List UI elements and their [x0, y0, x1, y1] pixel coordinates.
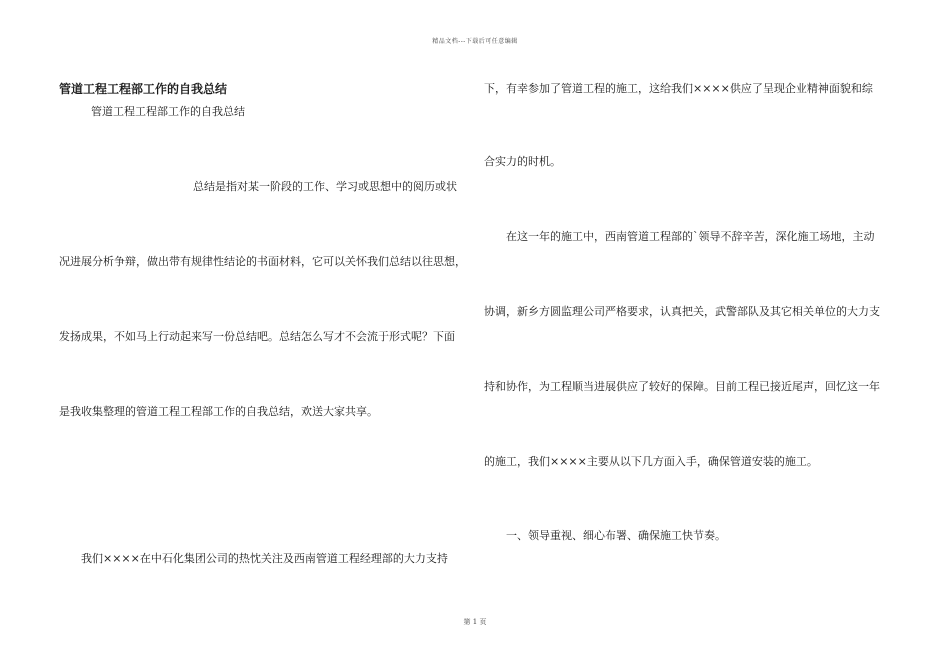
document-subtitle: 管道工程工程部工作的自我总结: [91, 105, 245, 118]
paragraph-line: 我们××××在中石化集团公司的热忱关注及西南管道工程经理部的大力支持: [81, 552, 448, 565]
paragraph-line: 在这一年的施工中，西南管道工程部的`领导不辞辛苦，深化施工场地，主动: [506, 230, 875, 243]
paragraph-line: 总结是指对某一阶段的工作、学习或思想中的阅历或状: [193, 180, 457, 193]
section-heading: 一、领导重视、细心布署、确保施工快节奏。: [506, 529, 726, 542]
paragraph-line: 的施工，我们××××主要从以下几方面入手，确保管道安装的施工。: [484, 455, 818, 468]
document-title: 管道工程工程部工作的自我总结: [59, 82, 228, 96]
paragraph-line: 持和协作，为工程顺当进展供应了较好的保障。目前工程已接近尾声，回忆这一年: [484, 380, 880, 393]
paragraph-line: 协调，新乡方圆监理公司严格要求，认真把关，武警部队及其它相关单位的大力支: [484, 305, 880, 318]
paragraph-line: 下，有幸参加了管道工程的施工，这给我们××××供应了呈现企业精神面貌和综: [484, 82, 873, 95]
paragraph-line: 发扬成果，不如马上行动起来写一份总结吧。总结怎么写才不会流于形式呢？下面: [59, 330, 455, 343]
page-header-note: 精品文档---下载后可任意编辑: [432, 38, 518, 45]
paragraph-line: 况进展分析争辩，做出带有规律性结论的书面材料，它可以关怀我们总结以往思想，: [59, 255, 466, 268]
paragraph-line: 合实力的时机。: [484, 155, 561, 168]
paragraph-line: 是我收集整理的管道工程工程部工作的自我总结，欢送大家共享。: [59, 405, 378, 418]
page-number: 第 1 页: [463, 618, 487, 626]
